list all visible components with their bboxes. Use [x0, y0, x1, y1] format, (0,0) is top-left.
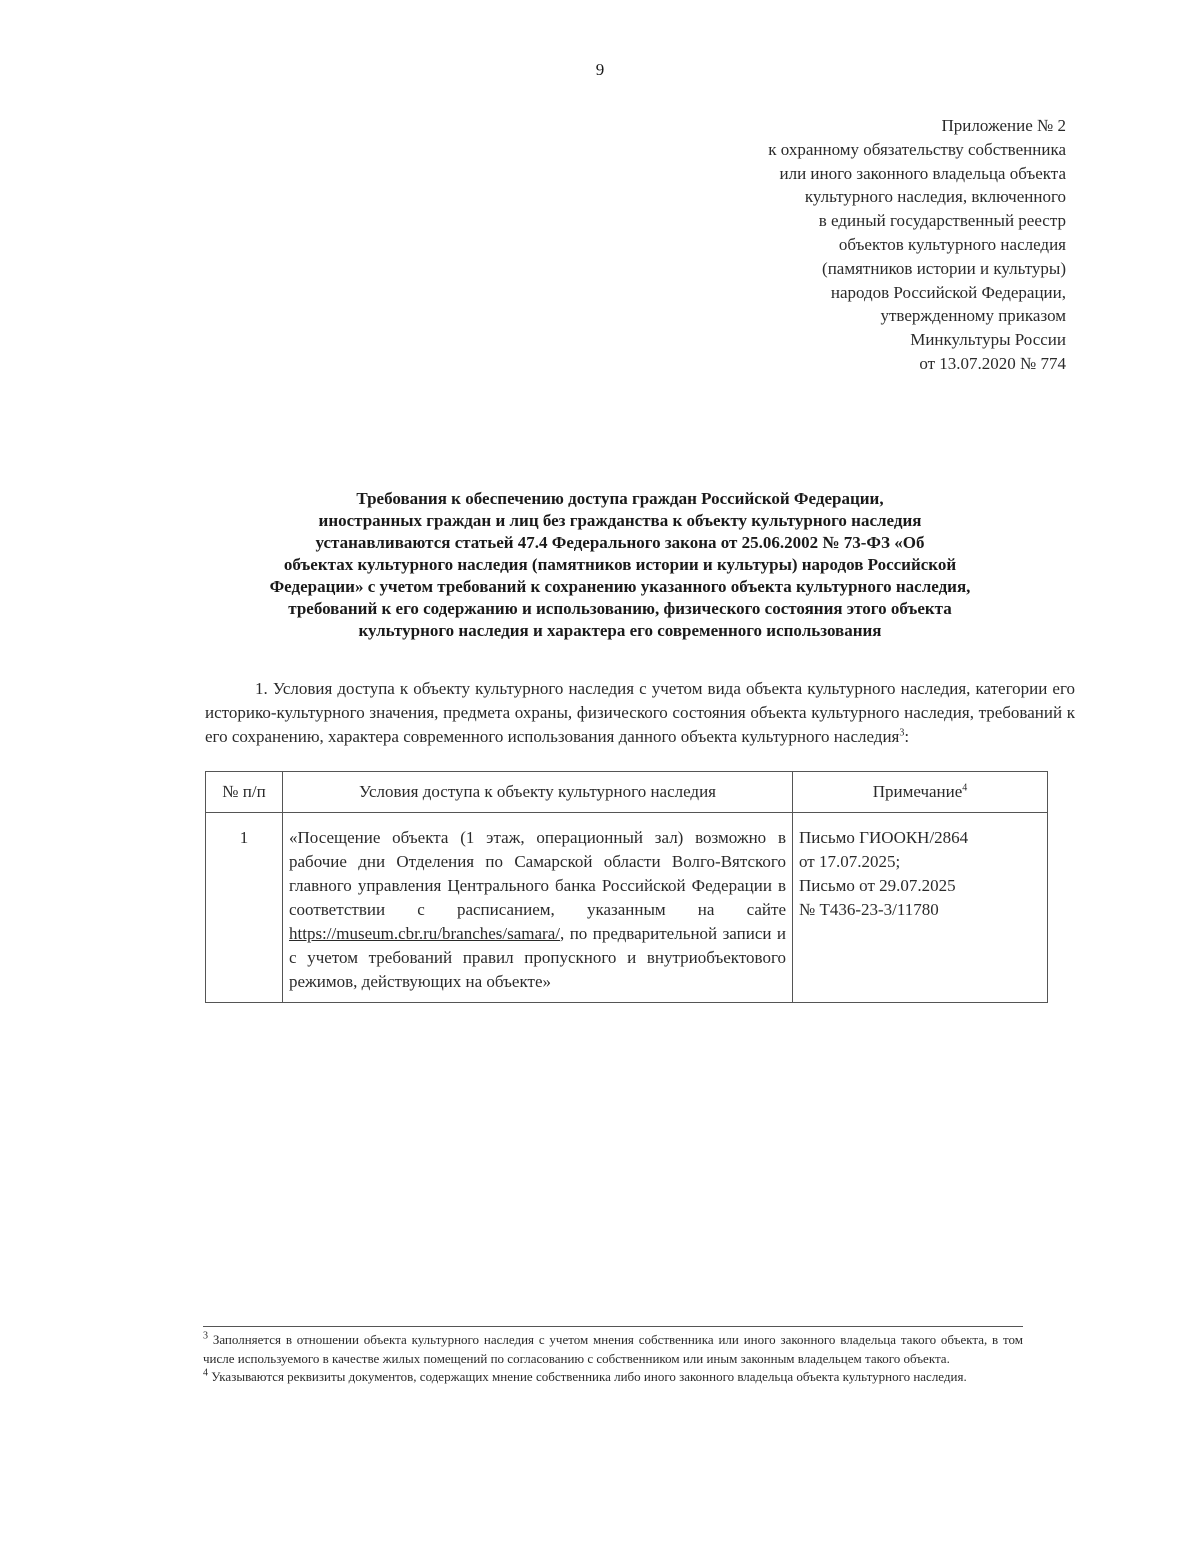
appendix-line: народов Российской Федерации,	[830, 282, 1066, 302]
footnote-text: Заполняется в отношении объекта культурного наследия с учетом мнения собственника или иного законного владельца такого объекта, в том числе используемого в качестве жилых помещений по согласованию с собственником или иным законным владельцем такого объекта.	[203, 1332, 1023, 1366]
appendix-block	[768, 114, 1066, 376]
header-num: № п/п	[206, 772, 283, 813]
row-condition	[283, 813, 793, 1003]
title-line: культурного наследия и характера его современного использования	[358, 621, 882, 640]
appendix-line: к охранному обязательству собственника	[768, 139, 1066, 159]
appendix-line: объектов культурного наследия	[838, 234, 1066, 254]
footnote-ref[interactable]: 4	[962, 782, 968, 794]
appendix-line: культурного наследия, включенного	[804, 187, 1066, 207]
title-line: требований к его содержанию и использованию, физического состояния этого объекта	[288, 599, 952, 618]
intro-text: 1. Условия доступа к объекту культурного наследия с учетом вида объекта культурного наследия, категории его историко-культурного значения, предмета охраны, физического состояния объекта культурного наследия, требований к его сохранению, характера современного использования данного объекта культурного наследия	[205, 679, 1075, 746]
appendix-line: от 13.07.2020 № 774	[919, 353, 1066, 373]
title-line: устанавливаются статьей 47.4 Федерального закона от 25.06.2002 № 73-ФЗ «Об	[315, 533, 925, 552]
header-condition: Условия доступа к объекту культурного наследия	[283, 772, 793, 813]
appendix-line: (памятников истории и культуры)	[822, 258, 1066, 278]
note-line: от 17.07.2025;	[799, 852, 901, 871]
museum-link[interactable]: https://museum.cbr.ru/branches/samara/	[289, 924, 560, 943]
access-conditions-table	[205, 771, 1048, 1003]
appendix-line: утвержденному приказом	[880, 306, 1066, 326]
table-row	[206, 813, 1048, 1003]
table-header-row	[206, 772, 1048, 813]
header-note-label: Примечание	[872, 782, 963, 801]
appendix-line: в единый государственный реестр	[818, 211, 1066, 231]
appendix-line: Приложение № 2	[941, 116, 1066, 135]
document-title	[170, 488, 1070, 642]
footnote-number: 4	[203, 1367, 208, 1379]
row-num: 1	[206, 813, 283, 1003]
page-number: 9	[595, 60, 605, 79]
title-line: Федерации» с учетом требований к сохранению указанного объекта культурного наследия,	[269, 577, 971, 596]
note-line: Письмо ГИООКН/2864	[799, 828, 969, 847]
title-line: иностранных граждан и лиц без гражданства к объекту культурного наследия	[318, 511, 922, 530]
title-line: объектах культурного наследия (памятников истории и культуры) народов Российской	[283, 555, 957, 574]
header-note	[793, 772, 1048, 813]
footnote-text: Указываются реквизиты документов, содержащих мнение собственника либо иного законного владельца объекта культурного наследия.	[208, 1369, 967, 1384]
footnotes	[203, 1326, 1023, 1387]
condition-text: , по предварительной записи и с учетом требований правил пропускного и внутриобъектового режимов, действующих на объекте»	[289, 924, 786, 991]
title-line: Требования к обеспечению доступа граждан Российской Федерации,	[356, 489, 884, 508]
note-line: № Т436-23-3/11780	[799, 900, 939, 919]
appendix-line: Минкультуры России	[910, 330, 1066, 350]
footnote-number: 3	[203, 1330, 208, 1342]
note-line: Письмо от 29.07.2025	[799, 876, 956, 895]
footnote-4	[203, 1368, 1023, 1387]
row-note	[793, 813, 1048, 1003]
intro-paragraph	[205, 677, 1075, 749]
appendix-line: или иного законного владельца объекта	[779, 163, 1066, 183]
intro-trailing: :	[904, 727, 910, 746]
footnote-ref[interactable]: 3	[899, 727, 905, 739]
condition-text: «Посещение объекта (1 этаж, операционный зал) возможно в рабочие дни Отделения по Самарской области Волго-Вятского главного управления Центрального банка Российской Федерации в соответствии с расписанием, указанным на сайте	[289, 828, 786, 919]
footnote-3	[203, 1331, 1023, 1368]
